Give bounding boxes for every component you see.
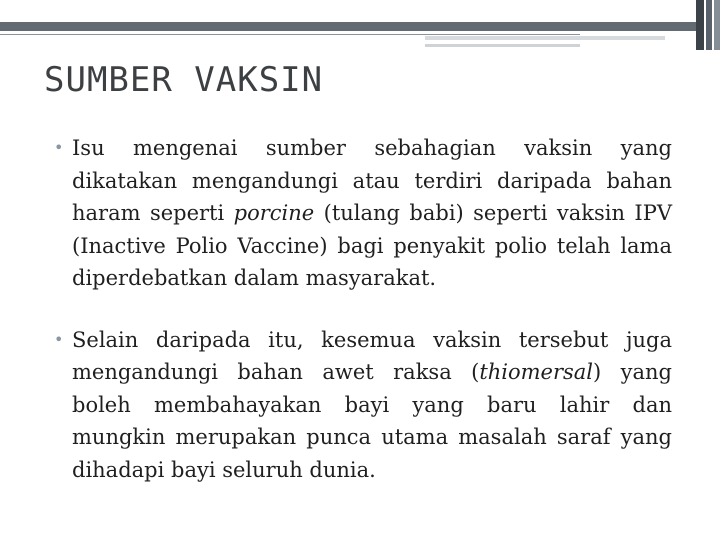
slide-body <box>52 132 672 515</box>
header-accent-secondary <box>425 44 580 47</box>
header-rule <box>0 34 580 35</box>
bullet-dot-icon: • <box>54 138 64 157</box>
bullet-italic-term: porcine <box>233 201 315 225</box>
bullet-item <box>52 324 672 487</box>
header-accent <box>425 36 665 40</box>
corner-block <box>706 0 712 50</box>
slide-title: SUMBER VAKSIN <box>44 60 324 100</box>
bullet-text: Isu mengenai sumber sebahagian vaksin yang dikatakan mengandungi atau terdiri daripada bahan haram seperti <box>72 136 672 225</box>
bullet-dot-icon: • <box>54 329 64 349</box>
header-bar <box>0 22 696 31</box>
bullet-text: Selain daripada itu, kesemua vaksin tersebut juga mengandungi bahan awet raksa ( <box>72 327 672 384</box>
top-decoration <box>0 0 720 40</box>
corner-blocks <box>696 0 720 50</box>
bullet-item <box>52 132 672 295</box>
bullet-text: (tulang babi) seperti vaksin IPV (Inactive Polio Vaccine) bagi penyakit polio telah lama diperdebatkan dalam masyarakat. <box>72 201 672 290</box>
bullet-italic-term: thiomersal <box>479 360 594 384</box>
bullet-text: ) yang boleh membahayakan bayi yang baru lahir dan mungkin merupakan punca utama masalah saraf yang dihadapi bayi seluruh dunia. <box>72 360 672 482</box>
corner-block <box>714 0 720 50</box>
corner-block <box>696 0 704 50</box>
